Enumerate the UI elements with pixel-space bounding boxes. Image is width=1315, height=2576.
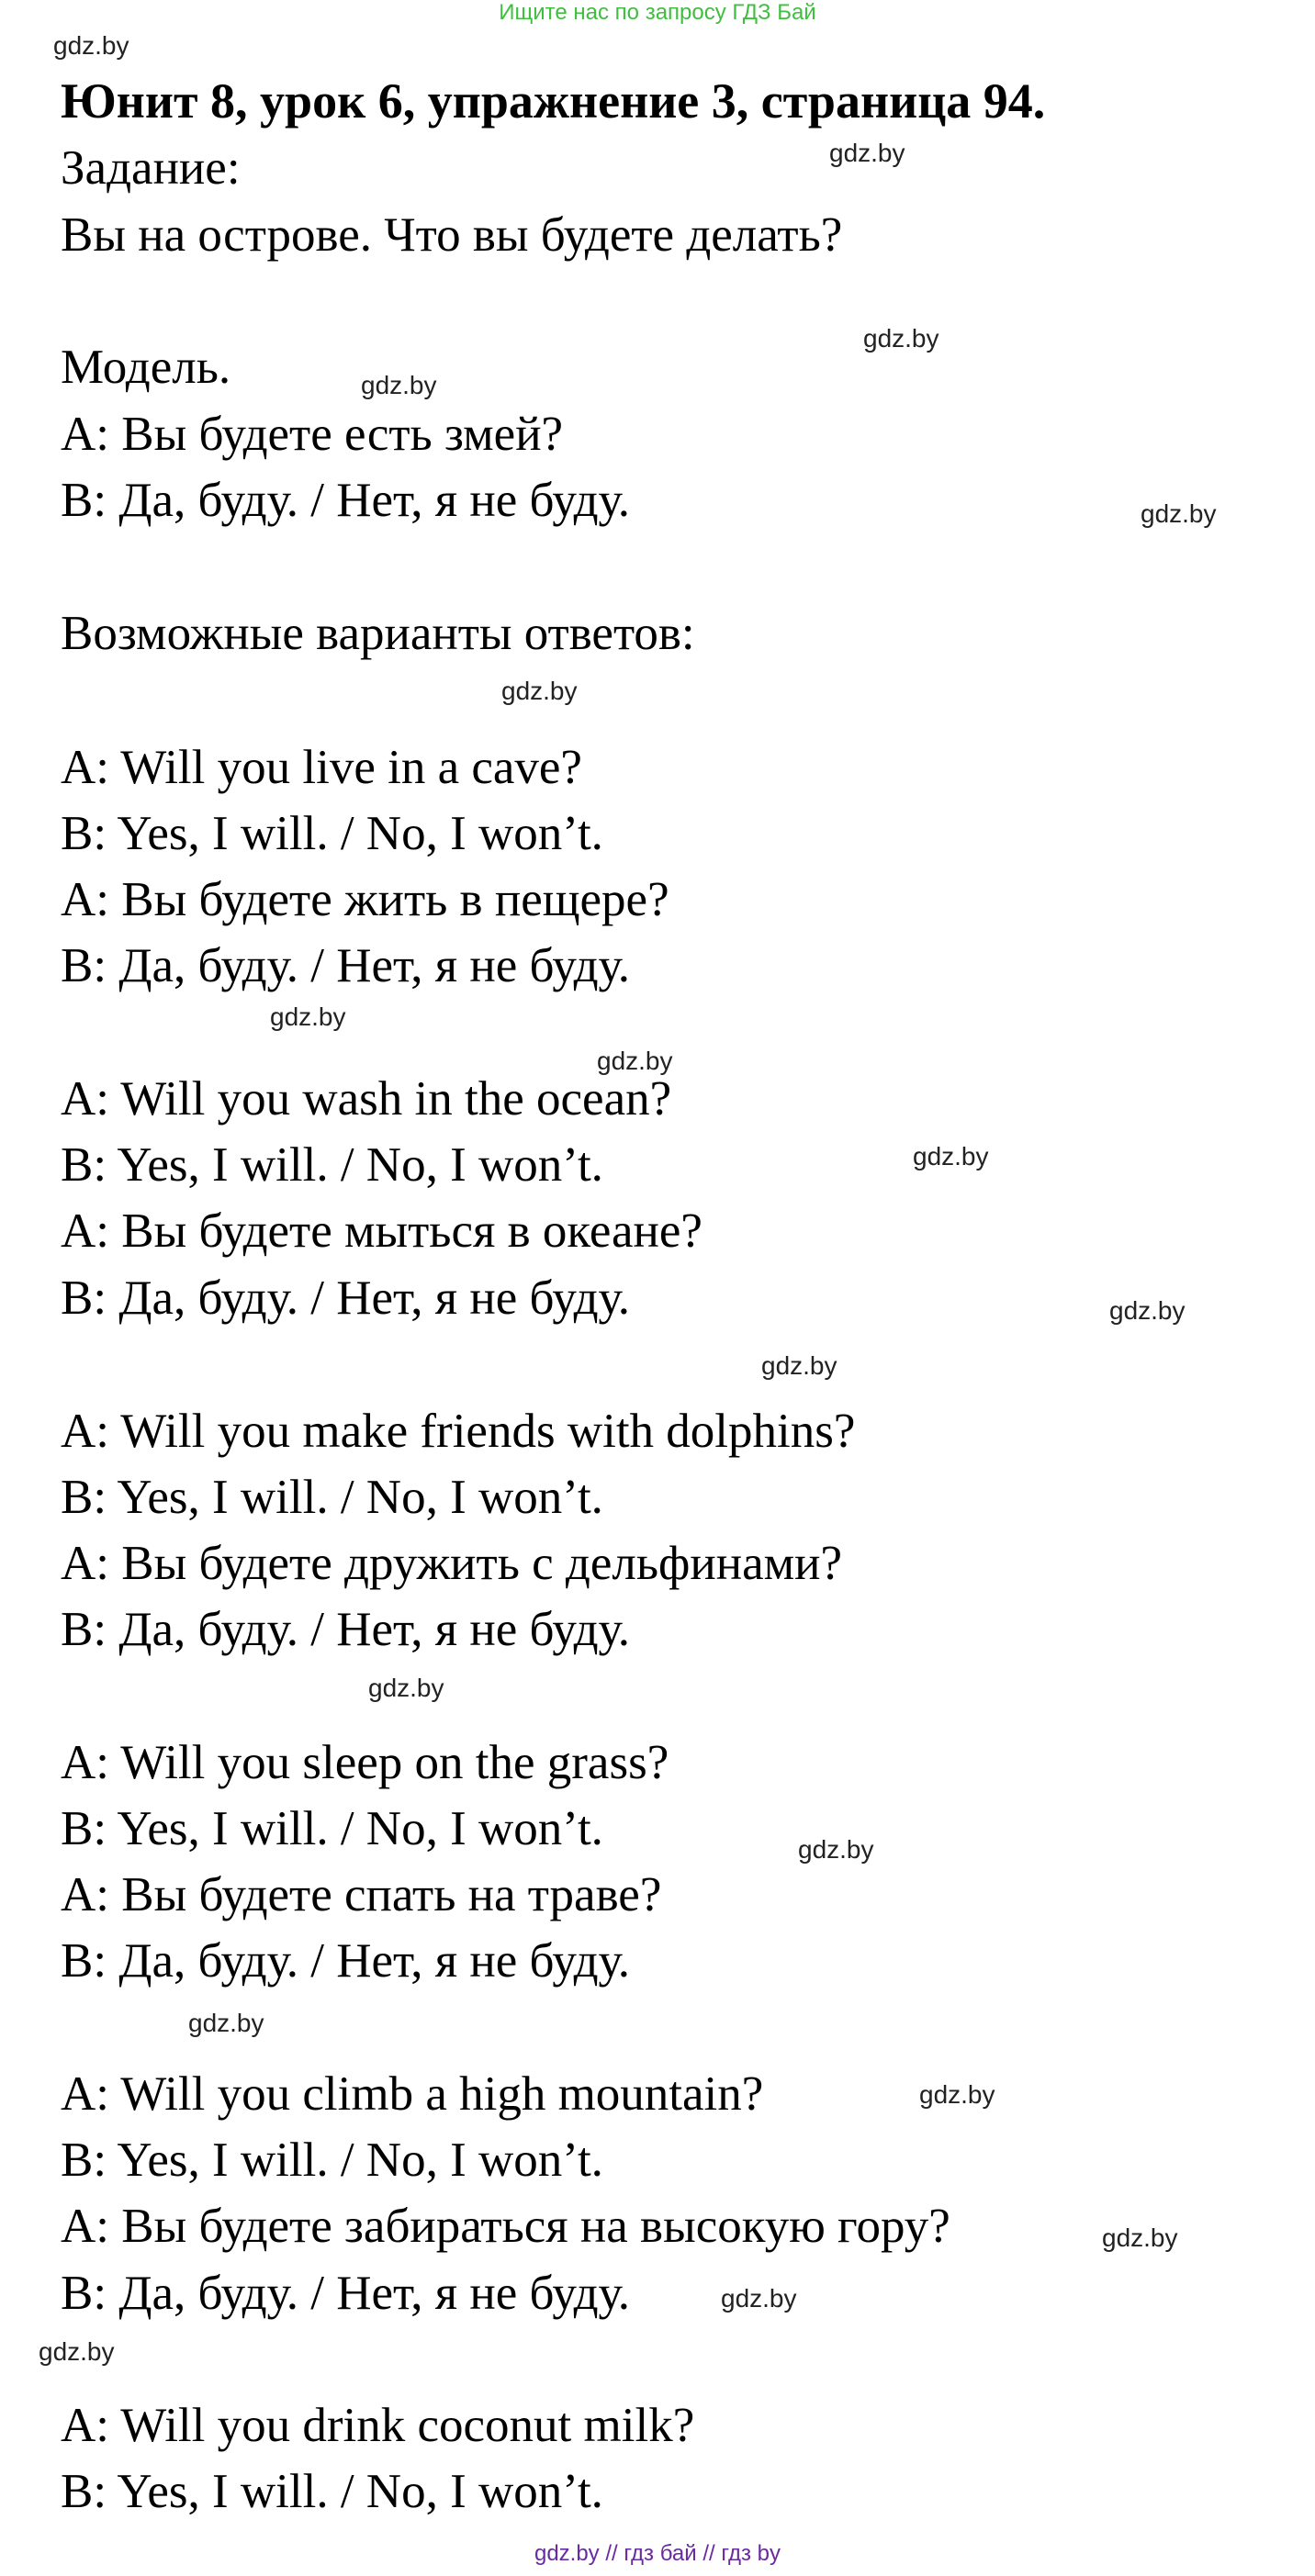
dialog-2-en-answer: B: Yes, I will. / No, I won’t. bbox=[61, 1138, 603, 1192]
watermark: gdz.by bbox=[829, 139, 905, 167]
watermark: gdz.by bbox=[270, 1002, 346, 1031]
watermark: gdz.by bbox=[361, 371, 437, 399]
dialog-3-en-question: A: Will you make friends with dolphins? bbox=[61, 1405, 856, 1458]
watermark: gdz.by bbox=[721, 2284, 797, 2313]
watermark: gdz.by bbox=[597, 1047, 673, 1075]
watermark: gdz.by bbox=[188, 2009, 264, 2037]
watermark: gdz.by bbox=[919, 2080, 995, 2109]
watermark: gdz.by bbox=[501, 677, 578, 705]
page-title: Юнит 8, урок 6, упражнение 3, страница 94. bbox=[61, 73, 1046, 129]
dialog-5-ru-answer: В: Да, буду. / Нет, я не буду. bbox=[61, 2267, 631, 2320]
watermark: gdz.by bbox=[913, 1142, 989, 1170]
header-banner[interactable]: Ищите нас по запросу ГДЗ Бай bbox=[499, 0, 816, 25]
dialog-5-en-question: A: Will you climb a high mountain? bbox=[61, 2067, 764, 2121]
dialog-4-ru-question: А: Вы будете спать на траве? bbox=[61, 1868, 662, 1921]
task-text: Вы на острове. Что вы будете делать? bbox=[61, 208, 843, 262]
dialog-1-en-answer: B: Yes, I will. / No, I won’t. bbox=[61, 807, 603, 860]
watermark: gdz.by bbox=[368, 1674, 444, 1702]
dialog-2-ru-answer: В: Да, буду. / Нет, я не буду. bbox=[61, 1271, 631, 1325]
dialog-5-ru-question: А: Вы будете забираться на высокую гору? bbox=[61, 2200, 950, 2253]
dialog-1-en-question: A: Will you live in a cave? bbox=[61, 741, 582, 794]
model-label: Модель. bbox=[61, 341, 231, 394]
dialog-4-ru-answer: В: Да, буду. / Нет, я не буду. bbox=[61, 1934, 631, 1988]
dialog-4-en-question: A: Will you sleep on the grass? bbox=[61, 1736, 669, 1789]
footer-banner[interactable]: gdz.by // гдз бай // гдз by bbox=[534, 2541, 781, 2566]
dialog-3-en-answer: B: Yes, I will. / No, I won’t. bbox=[61, 1471, 603, 1524]
task-label: Задание: bbox=[61, 141, 241, 195]
watermark: gdz.by bbox=[863, 324, 939, 353]
dialog-1-ru-answer: В: Да, буду. / Нет, я не буду. bbox=[61, 939, 631, 992]
dialog-6-en-question: A: Will you drink coconut milk? bbox=[61, 2399, 695, 2452]
dialog-3-ru-answer: В: Да, буду. / Нет, я не буду. bbox=[61, 1603, 631, 1656]
dialog-2-en-question: A: Will you wash in the ocean? bbox=[61, 1072, 672, 1126]
watermark: gdz.by bbox=[53, 31, 129, 60]
dialog-3-ru-question: А: Вы будете дружить с дельфинами? bbox=[61, 1537, 843, 1590]
watermark: gdz.by bbox=[1141, 499, 1217, 528]
watermark: gdz.by bbox=[39, 2337, 115, 2366]
answers-label: Возможные варианты ответов: bbox=[61, 607, 695, 660]
dialog-5-en-answer: B: Yes, I will. / No, I won’t. bbox=[61, 2134, 603, 2187]
watermark: gdz.by bbox=[798, 1835, 874, 1864]
watermark: gdz.by bbox=[1109, 1296, 1186, 1325]
dialog-1-ru-question: А: Вы будете жить в пещере? bbox=[61, 873, 669, 926]
model-answer: В: Да, буду. / Нет, я не буду. bbox=[61, 474, 631, 527]
model-question: А: Вы будете есть змей? bbox=[61, 408, 564, 461]
dialog-2-ru-question: А: Вы будете мыться в океане? bbox=[61, 1204, 702, 1258]
dialog-6-en-answer: B: Yes, I will. / No, I won’t. bbox=[61, 2465, 603, 2518]
dialog-4-en-answer: B: Yes, I will. / No, I won’t. bbox=[61, 1802, 603, 1855]
watermark: gdz.by bbox=[1102, 2223, 1178, 2252]
watermark: gdz.by bbox=[761, 1351, 837, 1380]
